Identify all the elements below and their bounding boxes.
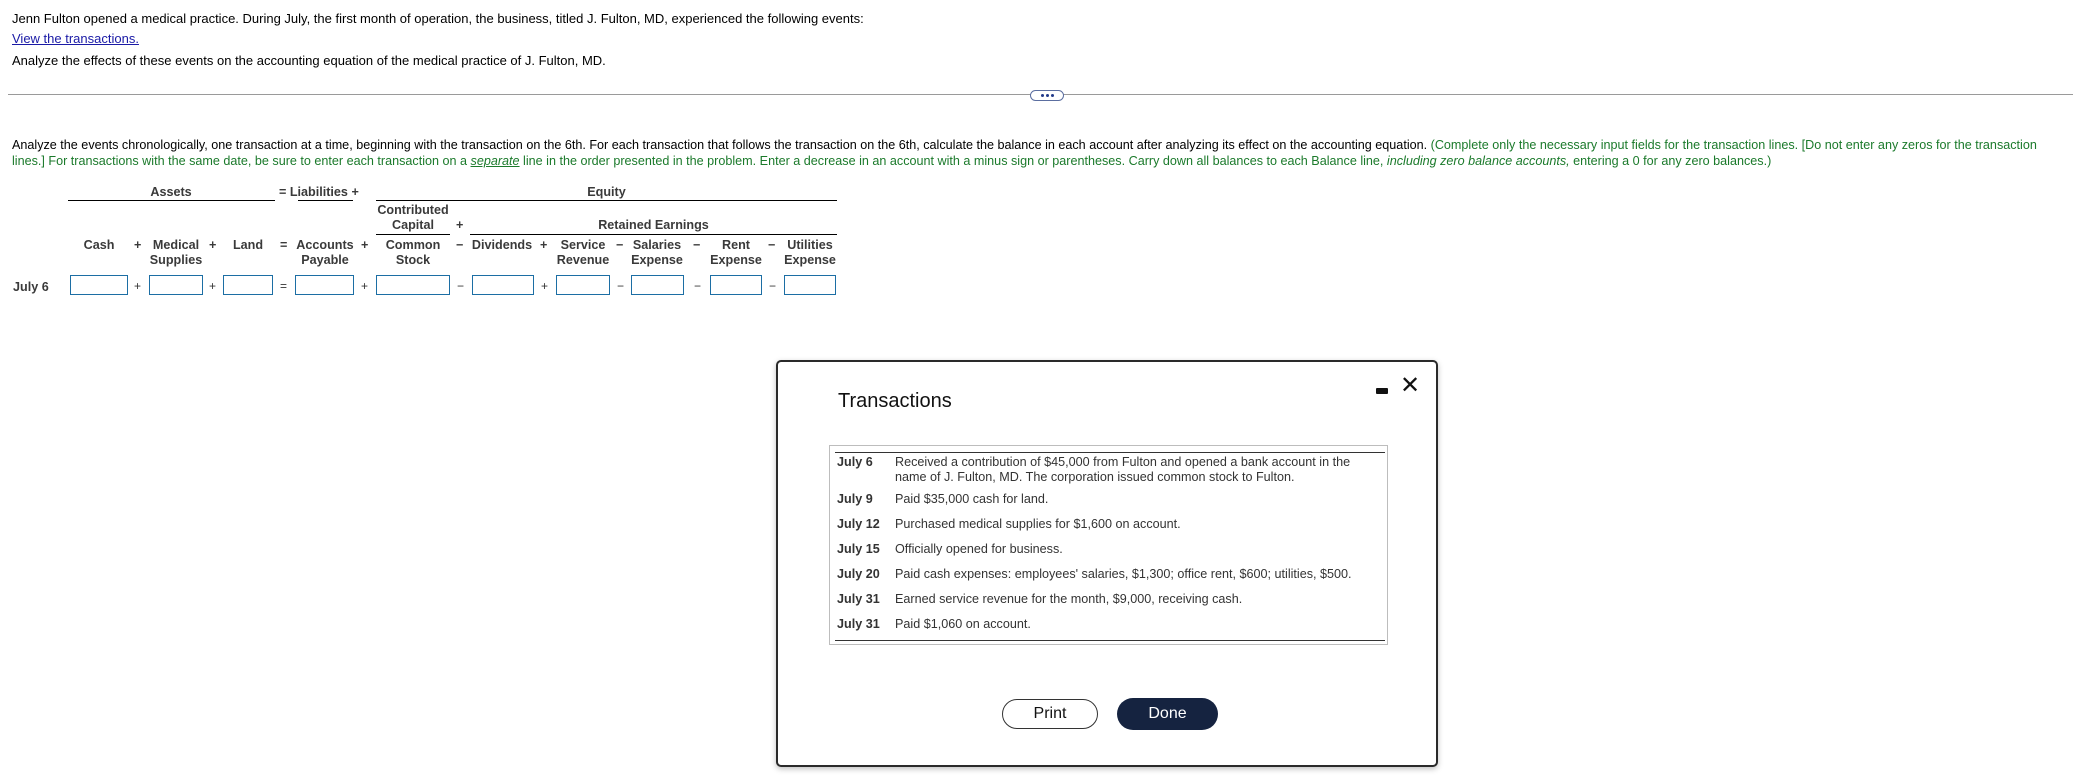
plus-sign: + [456, 218, 464, 232]
assets-underline [68, 200, 275, 201]
retained-earnings-underline [470, 234, 837, 235]
minimize-icon[interactable] [1376, 388, 1388, 394]
col-accounts: Accounts [296, 238, 354, 252]
service-revenue-input[interactable] [556, 275, 610, 295]
op-plus: + [540, 238, 548, 252]
contributed-capital-underline [376, 234, 450, 235]
sign-minus: − [617, 279, 625, 293]
op-minus: − [768, 238, 776, 252]
dot-icon [1046, 94, 1049, 97]
land-input[interactable] [223, 275, 273, 295]
table-bottom-rule [835, 640, 1385, 641]
retained-earnings-header: Retained Earnings [598, 218, 709, 232]
instructions-main: Analyze the events chronologically, one transaction at a time, beginning with the transaction on the 6th. For each transaction that follows the transaction on the 6th, calculate the balance in each account after analyzing its effect on the accounting equation. [12, 138, 1428, 152]
op-minus: − [693, 238, 701, 252]
sign-equals: = [280, 279, 288, 293]
col-rent: Rent [722, 238, 750, 252]
col-dividends: Dividends [471, 238, 533, 252]
col-rent-expense: Expense [710, 253, 762, 267]
transaction-date: July 15 [837, 542, 880, 556]
print-button[interactable]: Print [1002, 699, 1098, 729]
col-supplies: Supplies [149, 253, 203, 267]
close-icon[interactable]: ✕ [1400, 372, 1421, 399]
transactions-dialog [776, 360, 1438, 767]
op-minus: − [616, 238, 624, 252]
col-salaries: Salaries [632, 238, 682, 252]
dot-icon [1051, 94, 1054, 97]
sign-plus: + [209, 279, 217, 293]
transaction-description: Paid $35,000 cash for land. [895, 492, 1049, 506]
table-top-rule [835, 452, 1385, 453]
col-medical: Medical [152, 238, 200, 252]
salaries-expense-input[interactable] [631, 275, 684, 295]
col-utilities: Utilities [787, 238, 833, 252]
transaction-date: July 6 [837, 455, 873, 469]
transaction-date: July 12 [837, 517, 880, 531]
done-button[interactable]: Done [1117, 698, 1218, 730]
col-common: Common [385, 238, 441, 252]
cash-input[interactable] [70, 275, 128, 295]
sign-minus: − [457, 279, 465, 293]
col-cash: Cash [83, 238, 115, 252]
col-revenue: Revenue [556, 253, 610, 267]
transaction-date: July 20 [837, 567, 880, 581]
liabilities-header: = Liabilities + [279, 185, 359, 199]
sign-plus: + [541, 279, 549, 293]
transaction-date: July 31 [837, 617, 880, 631]
op-minus: − [456, 238, 464, 252]
op-plus: + [209, 238, 217, 252]
view-transactions-link[interactable]: View the transactions. [12, 31, 139, 46]
col-service: Service [560, 238, 606, 252]
sign-plus: + [361, 279, 369, 293]
sign-minus: − [694, 279, 702, 293]
accounts-payable-input[interactable] [295, 275, 354, 295]
rent-expense-input[interactable] [710, 275, 762, 295]
common-stock-input[interactable] [376, 275, 450, 295]
col-utilities-expense: Expense [784, 253, 836, 267]
equity-header: Equity [587, 185, 626, 199]
row-label-july-6: July 6 [13, 280, 49, 294]
sign-plus: + [134, 279, 142, 293]
transaction-description: Paid $1,060 on account. [895, 617, 1031, 631]
col-land: Land [232, 238, 264, 252]
sign-minus: − [769, 279, 777, 293]
op-plus: + [361, 238, 369, 252]
instructions [12, 137, 2062, 169]
liabilities-underline [298, 200, 353, 201]
op-equals: = [280, 238, 288, 252]
dot-icon [1041, 94, 1044, 97]
col-salaries-expense: Expense [631, 253, 683, 267]
transaction-description: Paid cash expenses: employees' salaries, $1,300; office rent, $600; utilities, $500. [895, 567, 1352, 581]
transaction-description: Officially opened for business. [895, 542, 1063, 556]
transaction-date: July 9 [837, 492, 873, 506]
expand-more-button[interactable] [1030, 90, 1064, 101]
problem-intro: Jenn Fulton opened a medical practice. During July, the first month of operation, the business, titled J. Fulton, MD, experienced the following events: [12, 11, 864, 26]
op-plus: + [134, 238, 142, 252]
medical-supplies-input[interactable] [149, 275, 203, 295]
assets-header: Assets [150, 185, 192, 199]
dialog-title: Transactions [838, 390, 952, 412]
contributed-capital-header: Contributed Capital [377, 203, 449, 232]
col-payable: Payable [301, 253, 349, 267]
transaction-description: Received a contribution of $45,000 from Fulton and opened a bank account in the name of J. Fulton, MD. The corporation issued common stock to Fulton. [895, 455, 1351, 484]
utilities-expense-input[interactable] [784, 275, 836, 295]
transaction-date: July 31 [837, 592, 880, 606]
instructions-note: (Complete only the necessary input fields for the transaction lines. [Do not enter any zeros for the transaction lines.] For transactions with the same date, be sure to enter each transaction on a separate line in the order presented in the problem. Enter a decrease in an account with a minus sign or parentheses. Carry down all balances to each Balance line, including zero balance accounts, entering a 0 for any zero balances.) [12, 138, 2037, 168]
transaction-description: Earned service revenue for the month, $9,000, receiving cash. [895, 592, 1243, 606]
equity-underline [376, 200, 837, 201]
dividends-input[interactable] [472, 275, 534, 295]
col-stock: Stock [395, 253, 431, 267]
problem-task: Analyze the effects of these events on the accounting equation of the medical practice of J. Fulton, MD. [12, 53, 606, 68]
transaction-description: Purchased medical supplies for $1,600 on account. [895, 517, 1181, 531]
